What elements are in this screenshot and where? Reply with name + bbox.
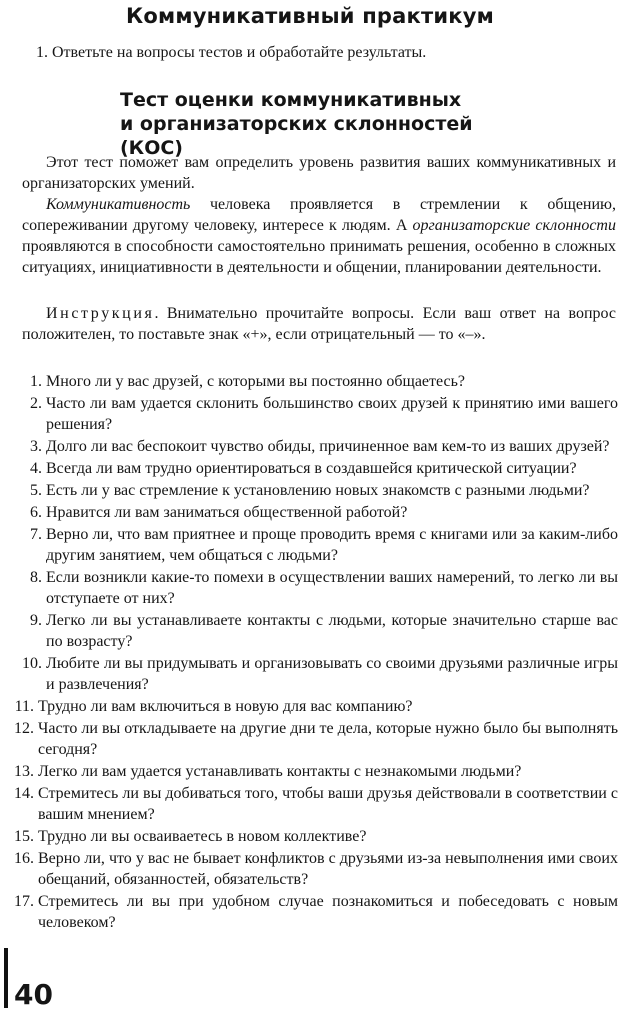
definition-text-1: человека проявляется в стремлении к общению, сопереживании другому человеку, интересе к людям. А — [22, 196, 616, 234]
question-list — [12, 371, 618, 934]
question-number: 12. — [14, 720, 34, 737]
question-number: 11. — [14, 698, 34, 715]
question-text: Есть ли у вас стремление к установлению новых знакомств с разными людьми? — [46, 482, 590, 499]
instruction-text: . Внимательно прочитайте вопросы. Если ваш ответ на вопрос положителен, то поставьте знак «+», если отрицательный — то «–». — [22, 305, 616, 343]
question-text: Если возникли какие-то помехи в осуществлении ваших намерений, то легко ли вы отступаете от них? — [46, 569, 618, 607]
question-item — [12, 371, 618, 392]
question-item — [12, 761, 618, 782]
question-item — [12, 848, 618, 890]
test-title — [120, 88, 540, 160]
term-organizational: организаторские склонности — [412, 217, 616, 234]
question-text: Часто ли вы откладываете на другие дни те дела, которые нужно было бы выполнять сегодня? — [38, 720, 618, 758]
question-number: 9. — [30, 612, 42, 629]
question-number: 10. — [22, 655, 42, 672]
question-text: Часто ли вам удается склонить большинство своих друзей к принятию ими вашего решения? — [46, 395, 618, 433]
question-number: 5. — [30, 482, 42, 499]
margin-bar — [4, 948, 8, 1008]
test-title-line1: Тест оценки коммуникативных — [120, 89, 462, 111]
question-text: Трудно ли вам включиться в новую для вас компанию? — [38, 698, 413, 715]
instruction-label: Инструкция — [46, 305, 155, 322]
question-number: 6. — [30, 504, 42, 521]
question-text: Много ли у вас друзей, с которыми вы постоянно общаетесь? — [46, 373, 466, 390]
question-number: 7. — [30, 526, 42, 543]
question-text: Нравится ли вам заниматься общественной работой? — [46, 504, 408, 521]
question-text: Стремитесь ли вы при удобном случае познакомиться и побеседовать с новым человеком? — [38, 893, 618, 931]
question-text: Всегда ли вам трудно ориентироваться в создавшейся критической ситуации? — [46, 460, 577, 477]
question-number: 13. — [14, 763, 34, 780]
page-number: 40 — [14, 978, 53, 1011]
question-text: Верно ли, что вам приятнее и проще проводить время с книгами или за каким-либо другим занятием, чем общаться с людьми? — [46, 526, 618, 564]
question-item — [12, 718, 618, 760]
question-text: Легко ли вы устанавливаете контакты с людьми, которые значительно старше вас по возрасту? — [46, 612, 618, 650]
definition-text-2: проявляются в способности самостоятельно принимать решения, особенно в сложных ситуациях, инициативности в деятельности и общении, планировании деятельности. — [22, 238, 616, 276]
question-number: 4. — [30, 460, 42, 477]
question-item — [12, 653, 618, 695]
question-text: Верно ли, что у вас не бывает конфликтов с друзьями из-за невыполнения ими своих обещаний, обязанностей, обязательств? — [38, 850, 618, 888]
question-item — [12, 502, 618, 523]
question-text: Любите ли вы придумывать и организовывать со своими друзьями различные игры и развлечения? — [46, 655, 618, 693]
question-text: Долго ли вас беспокоит чувство обиды, причиненное вам кем-то из ваших друзей? — [46, 438, 610, 455]
instruction-paragraph — [22, 303, 616, 345]
question-number: 16. — [14, 850, 34, 867]
question-text: Стремитесь ли вы добиваться того, чтобы ваши друзья действовали в соответствии с вашим мнением? — [38, 785, 618, 823]
question-number: 14. — [14, 785, 34, 802]
question-number: 2. — [30, 395, 42, 412]
question-item — [12, 891, 618, 933]
question-number: 17. — [14, 893, 34, 910]
question-item — [12, 567, 618, 609]
question-item — [12, 610, 618, 652]
question-number: 15. — [14, 828, 34, 845]
definition-paragraph — [22, 194, 616, 278]
question-number: 8. — [30, 569, 42, 586]
question-text: Трудно ли вы осваиваетесь в новом коллективе? — [38, 828, 367, 845]
question-item — [12, 524, 618, 566]
question-item — [12, 826, 618, 847]
intro-paragraph: Этот тест поможет вам определить уровень развития ваших коммуникативных и организаторских умений. — [22, 154, 616, 192]
question-item — [12, 458, 618, 479]
test-title-line2: и организаторских склонностей (КОС) — [120, 113, 473, 159]
question-item — [12, 436, 618, 457]
question-item — [12, 480, 618, 501]
question-text: Легко ли вам удается устанавливать контакты с незнакомыми людьми? — [38, 763, 522, 780]
question-number: 1. — [30, 373, 42, 390]
term-communicativeness: Коммуникативность — [46, 196, 191, 213]
question-item — [12, 696, 618, 717]
question-item — [12, 783, 618, 825]
question-item — [12, 393, 618, 435]
section-title: Коммуникативный практикум — [126, 4, 494, 28]
task-instruction: 1. Ответьте на вопросы тестов и обработайте результаты. — [36, 44, 427, 61]
question-number: 3. — [30, 438, 42, 455]
